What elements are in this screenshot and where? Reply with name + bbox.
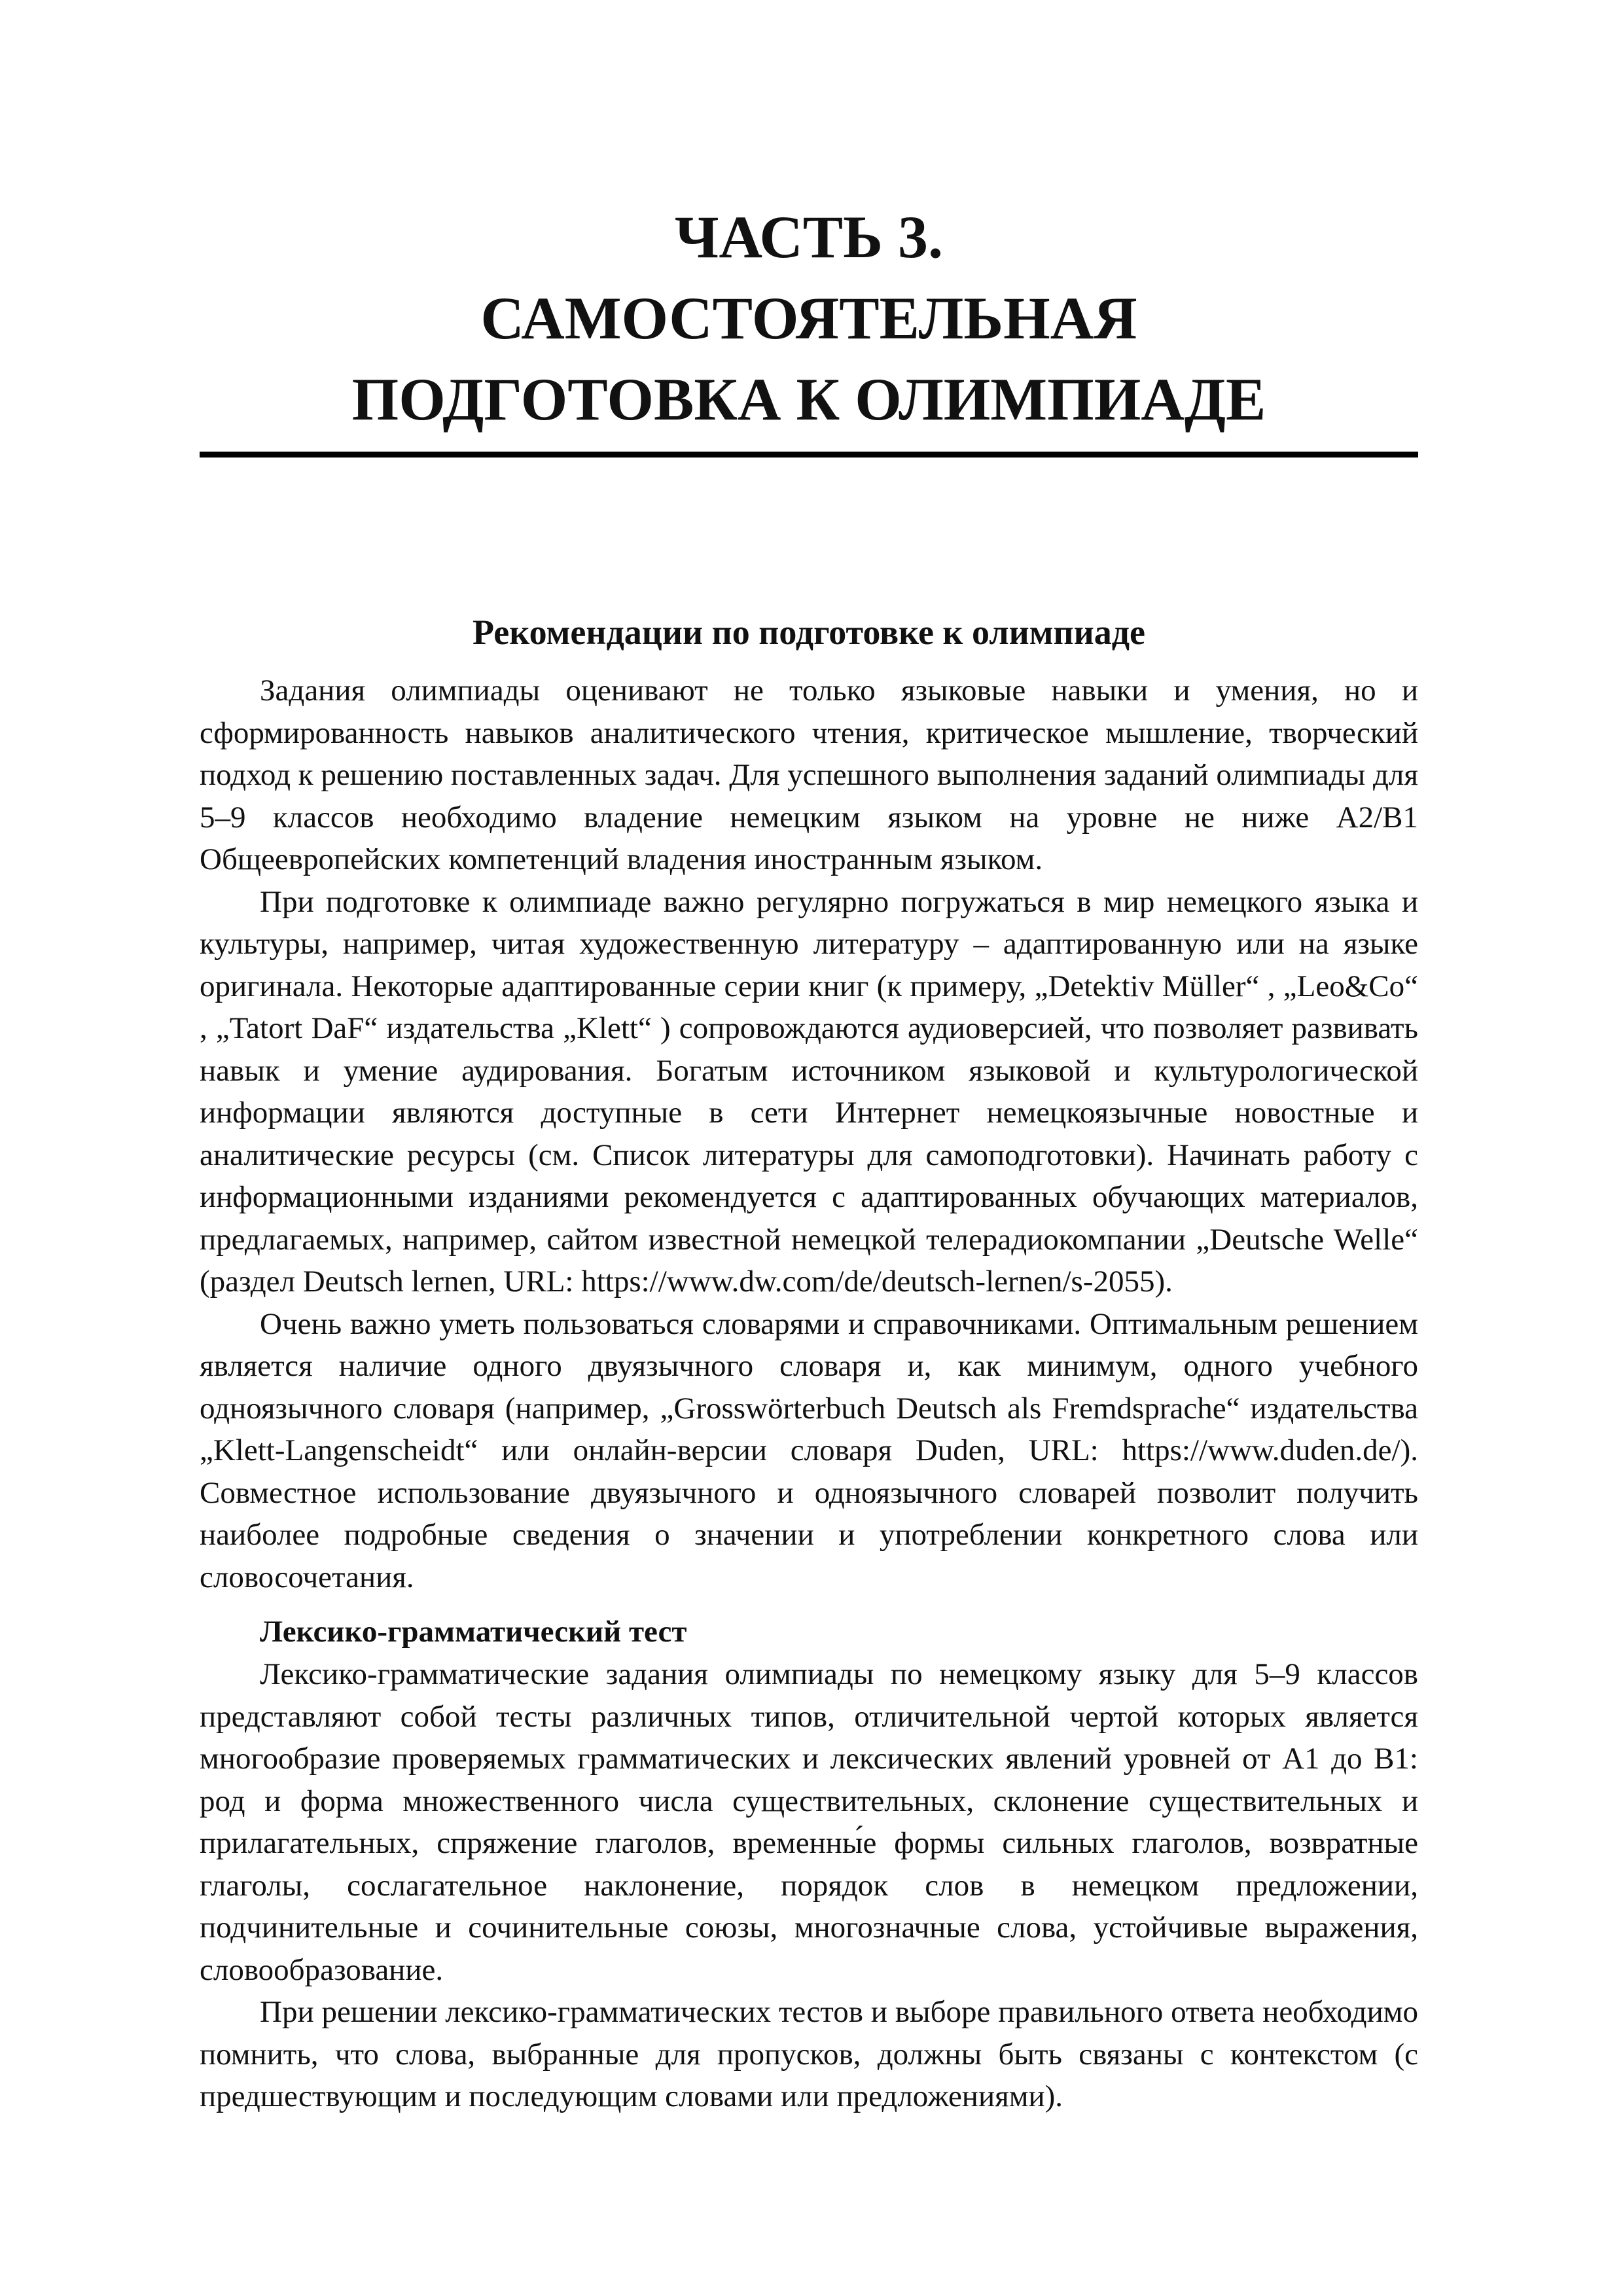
chapter-title — [200, 196, 1418, 440]
chapter-title-line: САМОСТОЯТЕЛЬНАЯ — [480, 285, 1137, 351]
document-page — [200, 0, 1418, 2118]
paragraph: При подготовке к олимпиаде важно регулярно погружаться в мир немецкого языка и культуры, например, читая художественную литературу – адаптированную или на языке оригинала. Некоторые адаптированные серии книг (к примеру, „Detektiv Müller“ , „Leo&Co“ , „Tatort DaF“ издательства „Klett“ ) сопровождаются аудиоверсией, что позволяет развивать навык и умение аудирования. Богатым источником языковой и культурологической информации являются доступные в сети Интернет немецкоязычные новостные и аналитические ресурсы (см. Список литературы для самоподготовки). Начинать работу с информационными изданиями рекомендуется с адаптированных обучающих материалов, предлагаемых, например, сайтом известной немецкой телерадиокомпании „Deutsche Welle“ (раздел Deutsch lernen, URL: https://www.dw.com/de/deutsch-lernen/s-2055). — [200, 884, 1418, 1299]
paragraph: Очень важно уметь пользоваться словарями и справочниками. Оптимальным решением является наличие одного двуязычного словаря и, как минимум, одного учебного одноязычного словаря (например, „Grosswörterbuch Deutsch als Fremdsprache“ издательства „Klett-Langenscheidt“ или онлайн-версии словаря Duden, URL: https://www.duden.de/). Совместное использование двуязычного и одноязычного словарей позволит получить наиболее подробные сведения о значении и употреблении конкретного слова или словосочетания. — [200, 1306, 1418, 1594]
chapter-title-line: ПОДГОТОВКА К ОЛИМПИАДЕ — [351, 366, 1266, 433]
section-heading: Рекомендации по подготовке к олимпиаде — [472, 613, 1146, 652]
paragraph: Лексико-грамматические задания олимпиады по немецкому языку для 5–9 классов представляют собой тесты различных типов, отличительной чертой которых является многообразие проверяемых грамматических и лексических явлений уровней от A1 до B1: род и форма множественного числа существительных, склонение существительных и прилагательных, спряжение глаголов, временны́е формы сильных глаголов, возвратные глаголы, сослагательное наклонение, порядок слов в немецком предложении, подчинительные и сочинительные союзы, многозначные слова, устойчивые выражения, словообразование. — [200, 1657, 1418, 1987]
subsection-heading: Лексико-грамматический тест — [260, 1615, 687, 1649]
paragraph: Задания олимпиады оценивают не только языковые навыки и умения, но и сформированность навыков аналитического чтения, критическое мышление, творческий подход к решению поставленных задач. Для успешного выполнения заданий олимпиады для 5–9 классов необходимо владение немецким языком на уровне не ниже A2/B1 Общеевропейских компетенций владения иностранным языком. — [200, 673, 1418, 876]
paragraph: При решении лексико-грамматических тестов и выборе правильного ответа необходимо помнить, что слова, выбранные для пропусков, должны быть связаны с контекстом (с предшествующим и последующим словами или предложениями). — [200, 1995, 1418, 2113]
section-body — [200, 670, 1418, 2118]
chapter-title-line: ЧАСТЬ 3. — [674, 204, 943, 270]
title-divider — [200, 452, 1418, 457]
